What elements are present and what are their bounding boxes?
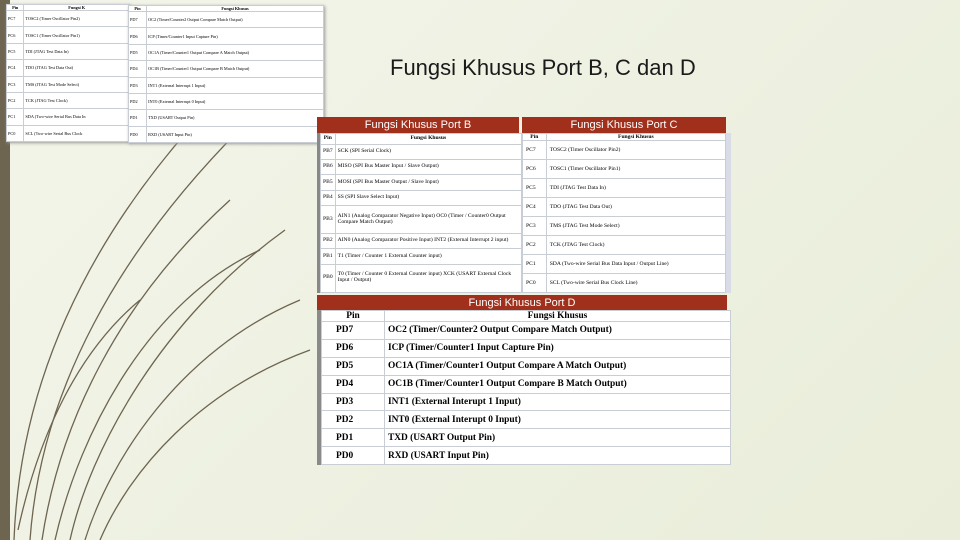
pin-cell: PB1 [321,249,336,264]
column-header: Pin [322,311,385,322]
pin-cell: PC1 [7,109,24,125]
column-header: Fungsi Khusus [385,311,731,322]
function-cell: TOSC1 (Timer Oscillator Pin1) [24,27,130,43]
pin-cell: PD7 [129,12,147,28]
function-cell: AIN1 (Analog Comparator Negative Input) OC0 (Timer / Counter0 Output Compare Match Output) [335,205,521,233]
pin-cell: PD1 [129,110,147,126]
pin-cell: PD3 [129,77,147,93]
table-row [322,429,731,447]
function-cell: OC2 (Timer/Counter2 Output Compare Match Output) [147,12,324,28]
pin-cell: PD0 [322,447,385,465]
table-row [321,234,522,249]
column-header: Pin [523,134,547,141]
table-row [129,28,324,44]
pin-cell: PC7 [7,11,24,27]
pin-cell: PD4 [322,375,385,393]
function-cell: TCK (JTAG Test Clock) [24,92,130,108]
function-cell: SDA (Two-wire Serial Bus Data In [24,109,130,125]
table-row [7,11,130,27]
pin-cell: PD5 [322,357,385,375]
pin-cell: PC0 [523,274,547,293]
pin-cell: PC3 [7,76,24,92]
function-cell: ICP (Timer/Counter1 Input Capture Pin) [385,339,731,357]
port-d-header: Fungsi Khusus Port D [317,295,727,311]
table-row [523,274,726,293]
table-row [523,255,726,274]
column-header: Fungsi Khusus [335,134,521,145]
table-row [7,125,130,141]
function-cell: INT1 (External Interupt 1 Input) [385,393,731,411]
pin-cell: PB6 [321,160,336,175]
table-row [7,92,130,108]
pin-cell: PC5 [7,43,24,59]
function-cell: TMS (JTAG Test Mode Select) [24,76,130,92]
function-cell: T0 (Timer / Counter 0 External Counter input) XCK (USART External Clock Input / Output) [335,264,521,292]
function-cell: INT0 (External Interupt 0 Input) [385,411,731,429]
pin-cell: PC4 [523,198,547,217]
pin-cell: PB0 [321,264,336,292]
column-header: Fungsi Khusus [546,134,725,141]
table-row [129,44,324,60]
function-cell: OC1B (Timer/Counter1 Output Compare B Match Output) [147,61,324,77]
function-cell: RXD (USART Input Pin) [147,126,324,142]
pin-cell: PD1 [322,429,385,447]
pin-cell: PD0 [129,126,147,142]
function-cell: TDO (JTAG Test Data Out) [24,60,130,76]
pin-cell: PD5 [129,44,147,60]
column-header: Fungsi K [24,5,130,11]
pin-cell: PC2 [7,92,24,108]
port-c-table [522,133,731,293]
function-cell: SDA (Two-wire Serial Bus Data Input / Output Line) [546,255,725,274]
function-cell: T1 (Timer / Counter 1 External Counter input) [335,249,521,264]
table-row [322,339,731,357]
pin-cell: PD3 [322,393,385,411]
table-row [523,217,726,236]
function-cell: TXD (USART Output Pin) [147,110,324,126]
function-cell: OC1A (Timer/Counter1 Output Compare A Match Output) [385,357,731,375]
function-cell: TDI (JTAG Test Data In) [24,43,130,59]
table-row [321,175,522,190]
table-row [322,375,731,393]
table-row [7,76,130,92]
function-cell: TXD (USART Output Pin) [385,429,731,447]
pin-cell: PC0 [7,125,24,141]
table-row [523,198,726,217]
function-cell: INT0 (External Interrupt 0 Input) [147,93,324,109]
port-b-table [317,133,522,293]
table-row [321,205,522,233]
table-row [322,447,731,465]
function-cell: AIN0 (Analog Comparator Positive Input) INT2 (External Interrupt 2 input) [335,234,521,249]
table-row [321,190,522,205]
function-cell: MOSI (SPI Bus Master Output / Slave Input) [335,175,521,190]
table-row [523,179,726,198]
function-cell: INT1 (External Interrupt 1 Input) [147,77,324,93]
function-cell: ICP (Timer/Counter1 Input Capture Pin) [147,28,324,44]
table-row [523,160,726,179]
function-cell: OC1A (Timer/Counter1 Output Compare A Match Output) [147,44,324,60]
function-cell: RXD (USART Input Pin) [385,447,731,465]
function-cell: OC2 (Timer/Counter2 Output Compare Match Output) [385,322,731,340]
pin-cell: PB3 [321,205,336,233]
table-row [129,61,324,77]
pin-cell: PC3 [523,217,547,236]
pin-cell: PD2 [322,411,385,429]
column-header: Pin [321,134,336,145]
function-cell: SCL (Two-wire Serial Bus Clock [24,125,130,141]
pin-cell: PD6 [129,28,147,44]
port-c-header: Fungsi Khusus Port C [522,117,726,133]
table-row [321,160,522,175]
port-b-header: Fungsi Khusus Port B [317,117,519,133]
thumbnail-port-c-table [6,4,130,142]
pin-cell: PB7 [321,145,336,160]
function-cell: TDI (JTAG Test Data In) [546,179,725,198]
table-row [523,141,726,160]
table-row [7,109,130,125]
pin-cell: PC5 [523,179,547,198]
table-row [129,126,324,142]
table-row [7,43,130,59]
function-cell: TCK (JTAG Test Clock) [546,236,725,255]
table-row [7,27,130,43]
pin-cell: PC6 [523,160,547,179]
thumbnail-port-d-table [128,5,324,143]
table-row [322,322,731,340]
function-cell: SS (SPI Slave Select Input) [335,190,521,205]
pin-cell: PC1 [523,255,547,274]
table-row [7,60,130,76]
function-cell: SCL (Two-wire Serial Bus Clock Line) [546,274,725,293]
function-cell: TOSC2 (Timer Oscillator Pin2) [546,141,725,160]
table-row [129,93,324,109]
pin-cell: PD7 [322,322,385,340]
pin-cell: PB4 [321,190,336,205]
function-cell: TMS (JTAG Test Mode Select) [546,217,725,236]
column-header: Fungsi Khusus [147,6,324,12]
table-row [129,77,324,93]
table-row [322,357,731,375]
table-row [321,249,522,264]
function-cell: OC1B (Timer/Counter1 Output Compare B Match Output) [385,375,731,393]
table-row [321,264,522,292]
function-cell: TDO (JTAG Test Data Out) [546,198,725,217]
column-header: Pin [129,6,147,12]
pin-cell: PC2 [523,236,547,255]
table-row [129,110,324,126]
pin-cell: PC7 [523,141,547,160]
table-row [129,12,324,28]
pin-cell: PC4 [7,60,24,76]
pin-cell: PD4 [129,61,147,77]
table-row [523,236,726,255]
function-cell: SCK (SPI Serial Clock) [335,145,521,160]
pin-cell: PD6 [322,339,385,357]
port-d-table [317,310,731,465]
pin-cell: PC6 [7,27,24,43]
pin-cell: PB5 [321,175,336,190]
table-row [321,145,522,160]
function-cell: TOSC2 (Timer Oscillator Pin2) [24,11,130,27]
table-row [322,393,731,411]
slide-title: Fungsi Khusus Port B, C dan D [390,55,696,80]
function-cell: MISO (SPI Bus Master Input / Slave Output) [335,160,521,175]
pin-cell: PD2 [129,93,147,109]
function-cell: TOSC1 (Timer Oscillator Pin1) [546,160,725,179]
pin-cell: PB2 [321,234,336,249]
table-row [322,411,731,429]
column-header: Pin [7,5,24,11]
